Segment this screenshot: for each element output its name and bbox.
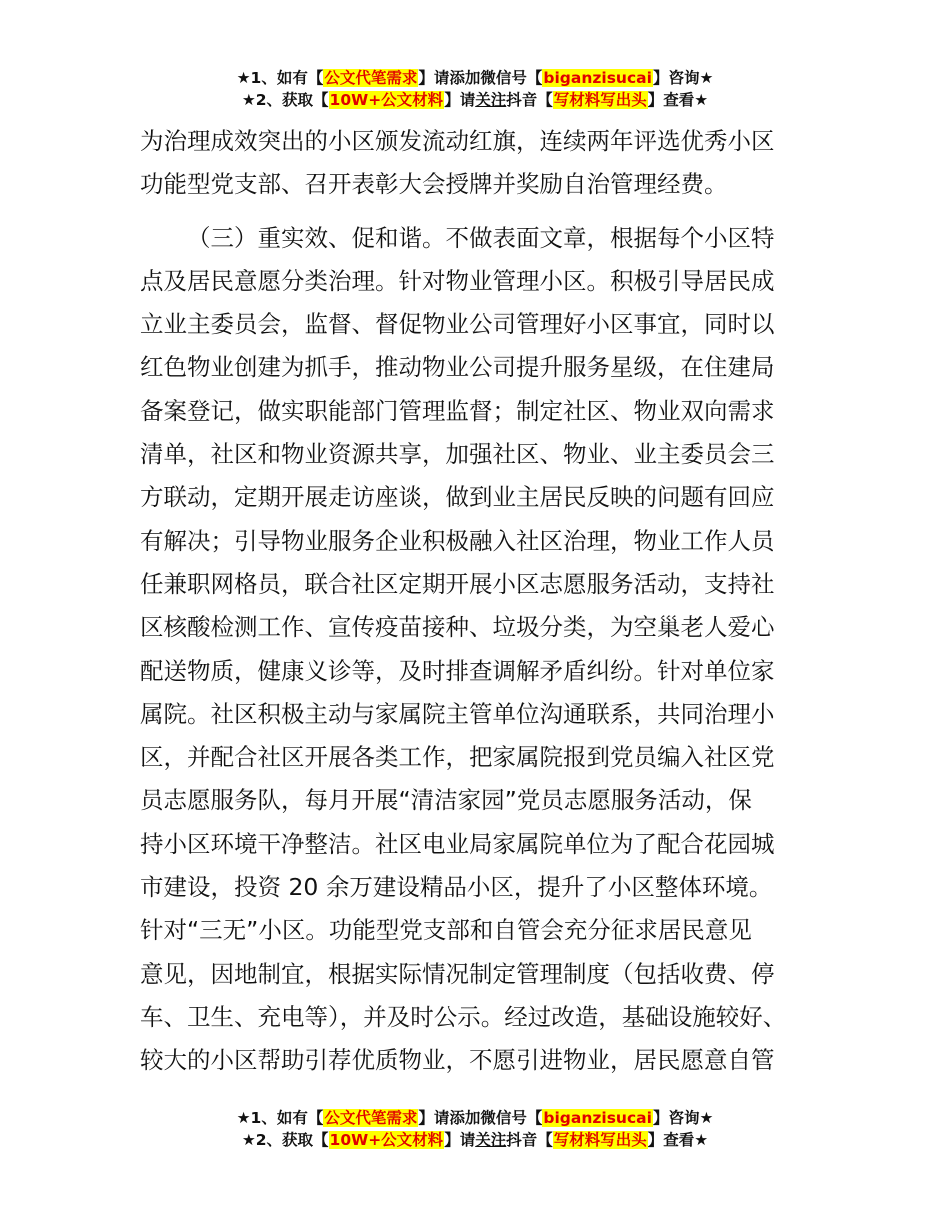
banner-text: ★1、如有【 [236, 1109, 324, 1127]
body-line: 较大的小区帮助引荐优质物业，不愿引进物业，居民愿意自管 [140, 1046, 775, 1075]
footer-banner [0, 1107, 950, 1151]
banner-text: 】请添加微信号【 [418, 69, 543, 87]
banner-highlight-wechat-id: biganzisucai [543, 1109, 652, 1127]
banner-line-1 [0, 1107, 950, 1129]
body-line: 方联动，定期开展走访座谈，做到业主居民反映的问题有回应 [140, 483, 775, 512]
body-line: 意见，因地制宜，根据实际情况制定管理制度（包括收费、停 [140, 959, 775, 988]
body-line: 属院。社区积极主动与家属院主管单位沟通联系，共同治理小 [140, 699, 775, 728]
document-body [140, 120, 820, 1083]
body-line: 清单，社区和物业资源共享，加强社区、物业、业主委员会三 [140, 440, 775, 469]
banner-text: 】请添加微信号【 [418, 1109, 543, 1127]
body-line: 任兼职网格员，联合社区定期开展小区志愿服务活动，支持社 [140, 569, 775, 598]
body-line: 有解决；引导物业服务企业积极融入社区治理，物业工作人员 [140, 526, 775, 555]
body-line: 区，并配合社区开展各类工作，把家属院报到党员编入社区党 [140, 743, 775, 772]
banner-line-2 [0, 1129, 950, 1151]
body-line: 区核酸检测工作、宣传疫苗接种、垃圾分类，为空巢老人爱心 [140, 613, 775, 642]
body-line: 功能型党支部、召开表彰大会授牌并奖励自治管理经费。 [140, 170, 728, 199]
banner-highlight-ghostwriting: 公文代笔需求 [324, 1109, 418, 1127]
banner-text: 】请 [444, 91, 476, 109]
body-line: 为治理成效突出的小区颁发流动红旗，连续两年评选优秀小区 [140, 127, 775, 155]
body-line: 市建设，投资 20 余万建设精品小区，提升了小区整体环境。 [140, 873, 773, 902]
banner-text: ★2、获取【 [241, 91, 329, 109]
banner-highlight-materials: 10W+公文材料 [329, 1131, 444, 1149]
body-line: 点及居民意愿分类治理。针对物业管理小区。积极引导居民成 [140, 266, 775, 295]
banner-highlight-ghostwriting: 公文代笔需求 [324, 69, 418, 87]
banner-highlight-douyin: 写材料写出头 [553, 1131, 647, 1149]
body-line: 针对“三无”小区。功能型党支部和自管会充分征求居民意见 [140, 916, 752, 945]
body-line: 员志愿服务队，每月开展“清洁家园”党员志愿服务活动，保 [140, 786, 752, 815]
body-line: 车、卫生、充电等），并及时公示。经过改造，基础设施较好、 [140, 1002, 787, 1031]
banner-line-2 [0, 89, 950, 111]
body-line: （三）重实效、促和谐。不做表面文章，根据每个小区特 [187, 223, 775, 252]
banner-text: 抖音【 [506, 1131, 553, 1149]
banner-highlight-materials: 10W+公文材料 [329, 91, 444, 109]
banner-underline-follow: 关注 [475, 1131, 507, 1149]
paragraph-gap [140, 207, 820, 217]
banner-highlight-wechat-id: biganzisucai [543, 69, 652, 87]
banner-text: 】请 [444, 1131, 476, 1149]
banner-line-1 [0, 67, 950, 89]
banner-text: 】咨询★ [652, 1109, 714, 1127]
banner-text: 】咨询★ [652, 69, 714, 87]
body-line: 立业主委员会，监督、督促物业公司管理好小区事宜，同时以 [140, 310, 775, 339]
body-line: 持小区环境干净整洁。社区电业局家属院单位为了配合花园城 [140, 829, 775, 858]
banner-text: ★2、获取【 [241, 1131, 329, 1149]
header-banner [0, 67, 950, 111]
banner-underline-follow: 关注 [475, 91, 507, 109]
banner-text: ★1、如有【 [236, 69, 324, 87]
banner-text: 抖音【 [506, 91, 553, 109]
banner-text: 】查看★ [647, 91, 709, 109]
body-line: 备案登记，做实职能部门管理监督；制定社区、物业双向需求 [140, 396, 775, 425]
banner-text: 】查看★ [647, 1131, 709, 1149]
body-line: 配送物质，健康义诊等，及时排查调解矛盾纠纷。针对单位家 [140, 656, 775, 685]
body-line: 红色物业创建为抓手，推动物业公司提升服务星级，在住建局 [140, 353, 775, 382]
banner-highlight-douyin: 写材料写出头 [553, 91, 647, 109]
